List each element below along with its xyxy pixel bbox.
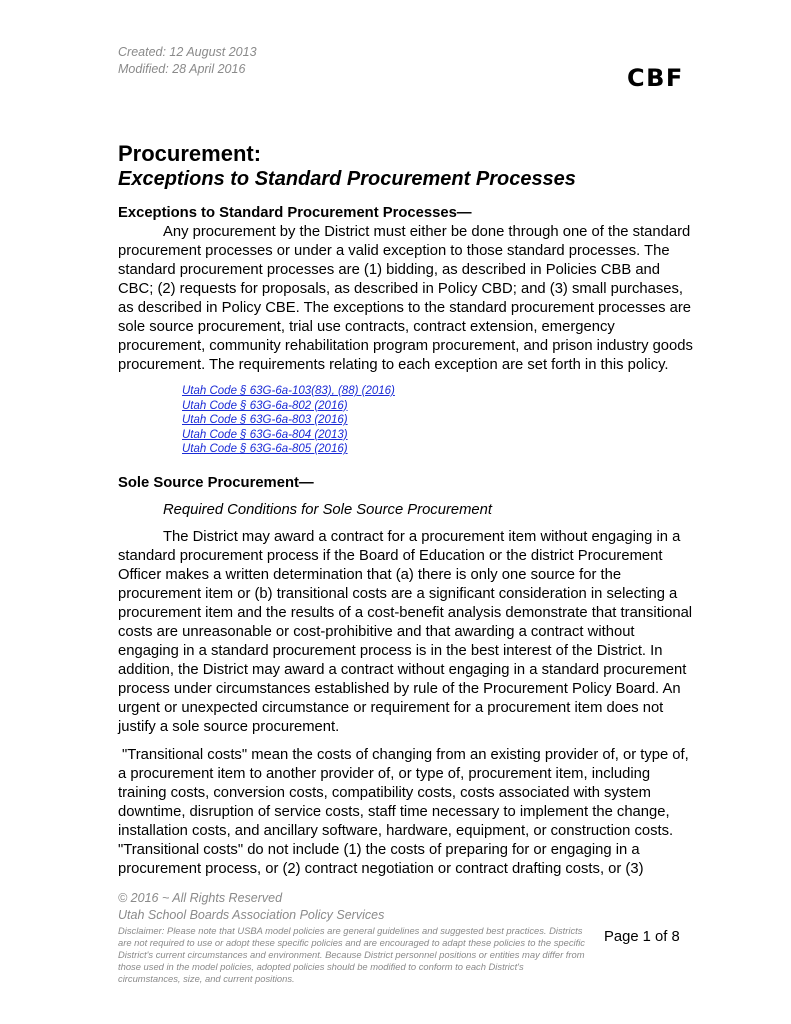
reference-list [182, 384, 693, 457]
footer-disclaimer: Disclaimer: Please note that USBA model policies are general guidelines and suggested best practices. Districts are not required to use or adopt these specific policies and are encouraged to adapt these policies to the specific District's current circumstances and environment. Because District personnel positions or entities may differ from those used in the model policies, adopted policies should be modified to conform to each District's circumstances, size, and current positions. [118, 925, 585, 984]
section-paragraph: "Transitional costs" mean the costs of changing from an existing provider of, or type of, a procurement item to another provider of, or type of, procurement item, including training costs, conversion costs, compatibility costs, costs associated with system downtime, disruption of service costs, staff time necessary to implement the change, installation costs, and ancillary software, hardware, equipment, or construction costs. "Transitional costs" do not include (1) the costs of preparing for or engaging in a procurement process, or (2) contract negotiation or contract drafting costs, or (3) [118, 746, 689, 877]
page-number: Page 1 of 8 [604, 929, 680, 945]
reference-link[interactable]: Utah Code § 63G-6a-803 (2016) [182, 414, 348, 427]
reference-link[interactable]: Utah Code § 63G-6a-802 (2016) [182, 399, 348, 412]
section-heading-sole-source: Sole Source Procurement— [118, 474, 314, 491]
page-subtitle: Exceptions to Standard Procurement Processes [118, 168, 576, 190]
created-date: Created: 12 August 2013 [118, 45, 257, 59]
organization-name: Utah School Boards Association Policy Services [118, 907, 385, 922]
reference-link[interactable]: Utah Code § 63G-6a-804 (2013) [182, 428, 348, 441]
document-body [118, 204, 693, 879]
section-heading-exceptions: Exceptions to Standard Procurement Processes— [118, 205, 472, 221]
section-paragraph: The District may award a contract for a procurement item without engaging in a standard procurement process if the Board of Education or the district Procurement Officer makes a written determination that (a) there is only one source for the procurement item or (b) transitional costs are a significant consideration in selecting a procurement item and the results of a cost-benefit analysis demonstrate that transitional costs are unreasonable or cost-prohibitive and that awarding a contract without engaging in a standard procurement process is in the best interest of the District. In addition, the District may award a contract without engaging in a standard procurement process under circumstances established by rule of the Procurement Policy Board. An urgent or unexpected circumstance or requirement for a procurement item does not justify a sole source procurement. [118, 528, 693, 735]
reference-link[interactable]: Utah Code § 63G-6a-805 (2016) [182, 443, 348, 456]
page-title: Procurement: [118, 141, 262, 166]
modified-date: Modified: 28 April 2016 [118, 62, 246, 76]
subsection-heading: Required Conditions for Sole Source Procurement [163, 501, 492, 518]
copyright-text: © 2016 ~ All Rights Reserved [118, 891, 283, 905]
reference-link[interactable]: Utah Code § 63G-6a-103(83), (88) (2016) [182, 385, 395, 397]
section-paragraph: Any procurement by the District must either be done through one of the standard procurement processes or under a valid exception to those standard processes. The standard procurement processes are (1) bidding, as described in Policies CBB and CBC; (2) requests for proposals, as described in Policy CBD; and (3) small purchases, as described in Policy CBE. The exceptions to the standard procurement processes are sole source procurement, trial use contracts, contract extension, emergency procurement, community rehabilitation program procurement, and prison industry goods procurement. The requirements relating to each exception are set forth in this policy. [118, 224, 693, 373]
document-meta [118, 44, 257, 78]
footer-copyright [118, 890, 384, 923]
policy-code: CBF [627, 64, 684, 92]
